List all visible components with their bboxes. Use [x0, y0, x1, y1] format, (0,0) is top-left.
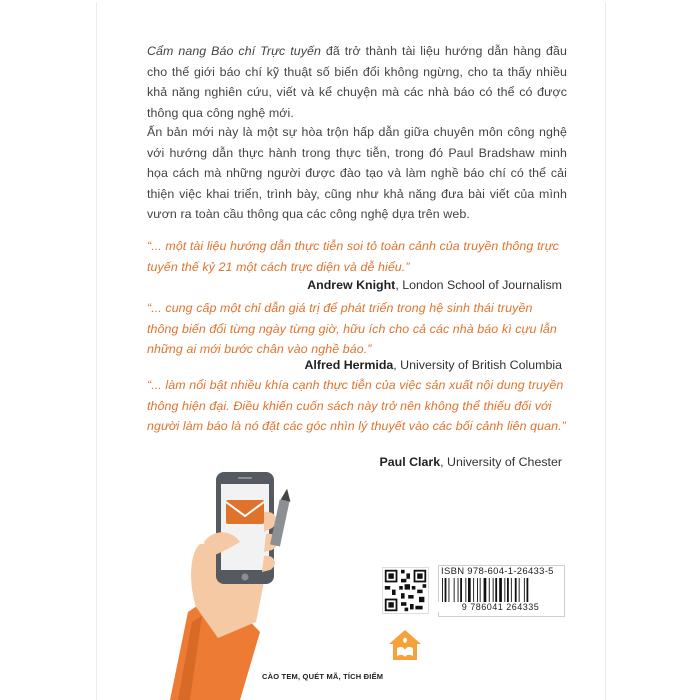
barcode-bar: [468, 578, 471, 604]
barcode-bar: [511, 578, 512, 604]
barcode-bar: [458, 578, 459, 604]
barcode-bar: [484, 578, 487, 604]
barcode-bar: [473, 578, 474, 604]
barcode-bar: [507, 578, 509, 604]
intro-paragraph: [147, 41, 567, 123]
quote-1-author: Andrew Knight: [307, 278, 396, 292]
publisher-logo-icon: [387, 628, 423, 662]
edition-paragraph: Ấn bản mới này là một sự hòa trộn hấp dẫn giữa chuyên môn công nghệ với hướng dẫn thực hành trong thực tiễn, trong đó Paul Bradshaw minh họa cách mà những người được đào tạo và làm nghề báo chí có thể cải thiện việc khai triển, trình bày, cũng như khả năng đưa bài viết của mình vươn ra toàn cầu thông qua các công nghệ dựa trên web.: [147, 125, 567, 221]
hand-holding-phone-illustration: [160, 462, 310, 700]
barcode-bar: [515, 578, 517, 604]
phone-screen: [221, 484, 269, 570]
barcode-bar: [445, 578, 447, 604]
quote-2: “... cung cấp một chỉ dẫn giá trị để phát triển trong hệ sinh thái truyền thông biến đổi từng ngày từng giờ, hữu ích cho cả các nhà báo kì cựu lẫn những ai mới bước chân vào nghề báo.”: [147, 301, 557, 356]
scratch-scan-slogan: CÀO TEM, QUÉT MÃ, TÍCH ĐIỂM: [262, 672, 384, 681]
barcode-bar: [454, 578, 455, 604]
envelope-icon: [226, 500, 264, 524]
quote-1-attribution: [307, 275, 562, 295]
barcode-bar: [504, 578, 505, 604]
barcode-bar: [465, 578, 466, 604]
quote-2-attribution: [304, 355, 562, 375]
quote-1: “... một tài liệu hướng dẫn thực tiễn soi tỏ toàn cảnh của truyền thông trực tuyến thế kỷ 21 một cách trực diện và dễ hiểu.”: [147, 239, 559, 274]
barcode: [440, 578, 560, 604]
barcode-bar: [499, 578, 502, 604]
barcode-bar: [527, 578, 529, 604]
barcode-bar: [519, 578, 520, 604]
barcode-bar: [489, 578, 490, 604]
quote-3-affiliation: , University of Chester: [440, 455, 562, 469]
quote-1-affiliation: , London School of Journalism: [395, 278, 562, 292]
barcode-bar: [449, 578, 450, 604]
quote-3-attribution: [380, 452, 563, 472]
quote-3-author: Paul Clark: [379, 455, 441, 469]
quote-2-affiliation: , University of British Columbia: [393, 358, 562, 372]
barcode-digits: 9 786041 264335: [438, 602, 563, 612]
isbn-number: ISBN 978-604-1-26433-5: [441, 566, 554, 577]
book-title-italic: Cẩm nang Báo chí Trực tuyến: [147, 44, 322, 58]
barcode-bar: [477, 578, 478, 604]
barcode-bar: [524, 578, 525, 604]
quote-2-author: Alfred Hermida: [304, 358, 394, 372]
barcode-bar: [460, 578, 462, 604]
intro-paragraph-text: đã trở thành tài liệu hướng dẫn hàng đầu cho thế giới báo chí kỹ thuật số biến đổi không ngừng, cho ta thấy nhiều khả năng nghiên cứu, viết và kể chuyện mà các nhà báo có thể có được thông qua công nghệ mới.: [147, 44, 567, 120]
barcode-bar: [480, 578, 481, 604]
barcode-bar: [442, 578, 443, 604]
qr-code: [382, 567, 429, 614]
barcode-bar: [493, 578, 494, 604]
barcode-bar: [495, 578, 497, 604]
quote-3: “... làm nổi bật nhiều khía cạnh thực tiễn của việc sản xuất nội dung truyền thông hiện đại. Điều khiến cuốn sách này trở nên không thể thiếu đối với người làm báo là nó đặt các góc nhìn lý thuyết vào các bối cảnh liên quan.”: [147, 378, 566, 433]
